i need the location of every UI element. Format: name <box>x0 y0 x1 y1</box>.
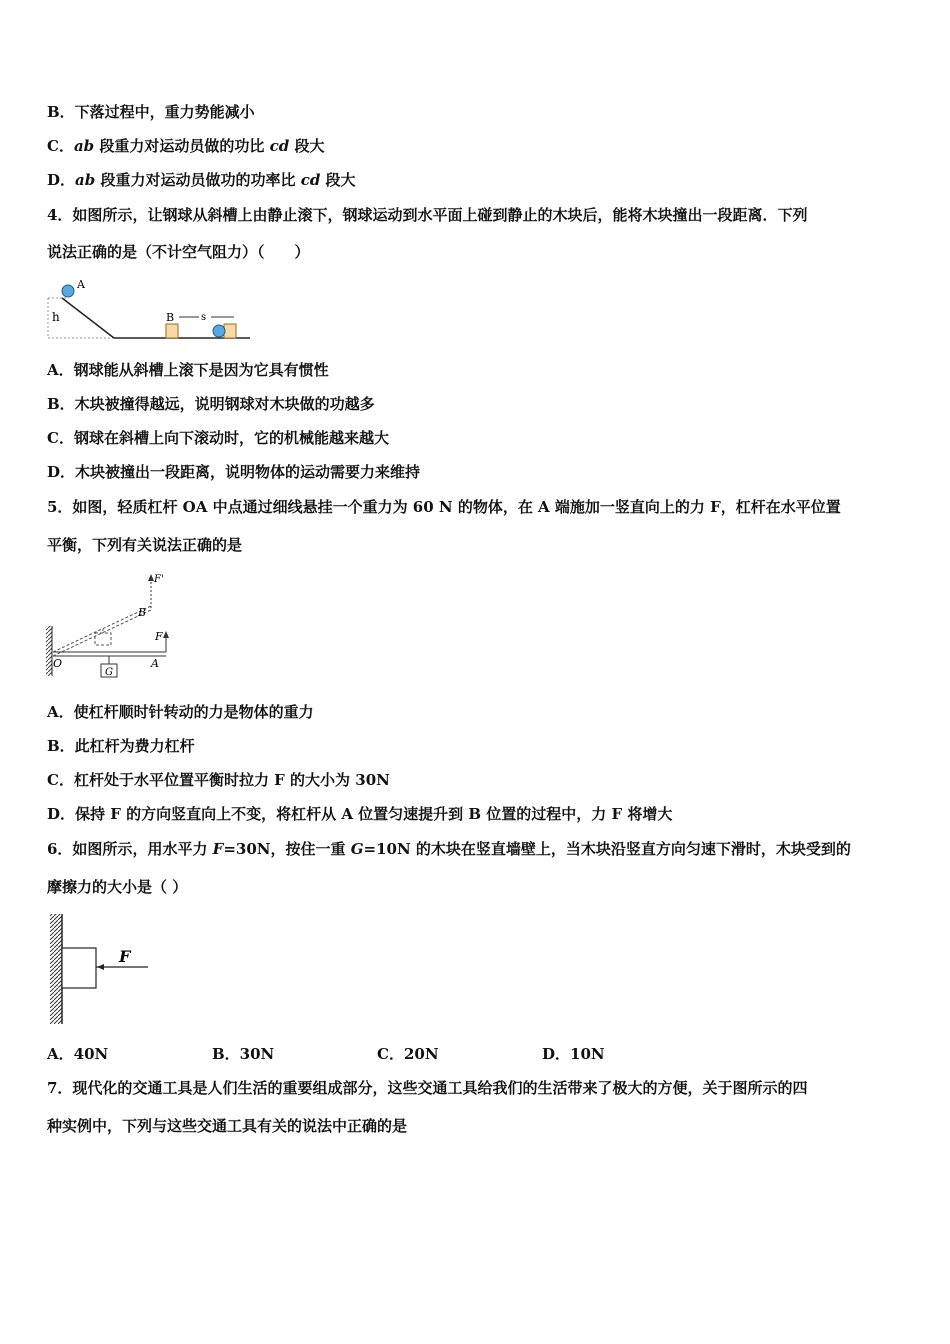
q6-figure-wall-block <box>46 912 152 1028</box>
q4-label-b: B <box>166 311 175 324</box>
q5-stem-line2: 平衡，下列有关说法正确的是 <box>47 536 243 554</box>
q5-option-d: D．保持 F 的方向竖直向上不变，将杠杆从 A 位置匀速提升到 B 位置的过程中，力 F 将增大 <box>47 805 673 823</box>
q6-stem-line2: 摩擦力的大小是（ ） <box>47 878 188 896</box>
q5-label-f-prime: F' <box>154 574 164 585</box>
q6-option-c: C．20N <box>377 1045 439 1063</box>
q4-option-b: B．木块被撞得越远，说明钢球对木块做的功越多 <box>47 395 375 413</box>
q4-option-c: C．钢球在斜槽上向下滚动时，它的机械能越来越大 <box>47 429 389 447</box>
q5-stem-line1: 5．如图，轻质杠杆 OA 中点通过细线悬挂一个重力为 60 N 的物体，在 A 端施加一竖直向上的力 F，杠杆在水平位置 <box>47 498 841 516</box>
q5-figure-lever <box>44 568 176 684</box>
q5-option-a: A．使杠杆顺时针转动的力是物体的重力 <box>47 703 314 721</box>
q6-option-d: D．10N <box>542 1045 605 1063</box>
q5-option-b: B．此杠杆为费力杠杆 <box>47 737 195 755</box>
q5-option-c: C．杠杆处于水平位置平衡时拉力 F 的大小为 30N <box>47 771 390 789</box>
q5-label-a: A <box>151 657 159 670</box>
q4-figure-incline <box>44 274 256 344</box>
q5-label-o: O <box>53 657 63 670</box>
q4-stem-line2: 说法正确的是（不计空气阻力）（ ） <box>47 243 310 261</box>
q4-label-h: h <box>52 310 60 324</box>
q6-option-b: B．30N <box>212 1045 275 1063</box>
q4-label-a: A <box>77 278 85 291</box>
q5-label-g: G <box>105 667 113 678</box>
q7-stem-line2: 种实例中，下列与这些交通工具有关的说法中正确的是 <box>47 1117 408 1135</box>
q4-option-d: D．木块被撞出一段距离，说明物体的运动需要力来维持 <box>47 463 421 481</box>
q6-label-f: F <box>119 947 131 966</box>
q4-stem-line1: 4．如图所示，让钢球从斜槽上由静止滚下，钢球运动到水平面上碰到静止的木块后，能将木块撞出一段距离．下列 <box>47 206 808 224</box>
q3-option-d: D．ab 段重力对运动员做功的功率比 cd 段大 <box>47 171 356 189</box>
q6-block <box>62 948 96 988</box>
q4-steel-ball-a <box>62 285 74 297</box>
q7-stem-line1: 7．现代化的交通工具是人们生活的重要组成部分，这些交通工具给我们的生活带来了极大的方便，关于图所示的四 <box>47 1079 808 1097</box>
q5-label-b: B <box>138 606 147 619</box>
q4-wood-block-moved <box>224 324 236 338</box>
q5-label-f: F <box>155 630 163 643</box>
q4-label-s: s <box>201 312 207 323</box>
q3-option-b: B．下落过程中，重力势能减小 <box>47 103 255 121</box>
q4-option-a: A．钢球能从斜槽上滚下是因为它具有惯性 <box>47 361 329 379</box>
q4-wood-block <box>166 324 178 338</box>
q6-option-a: A．40N <box>47 1045 109 1063</box>
q4-steel-ball-b <box>213 325 225 337</box>
q3-option-c: C．ab 段重力对运动员做的功比 cd 段大 <box>47 137 325 155</box>
q6-stem-line1: 6．如图所示，用水平力 F=30N，按住一重 G=10N 的木块在竖直墙壁上，当木块沿竖直方向匀速下滑时，木块受到的 <box>47 840 851 858</box>
